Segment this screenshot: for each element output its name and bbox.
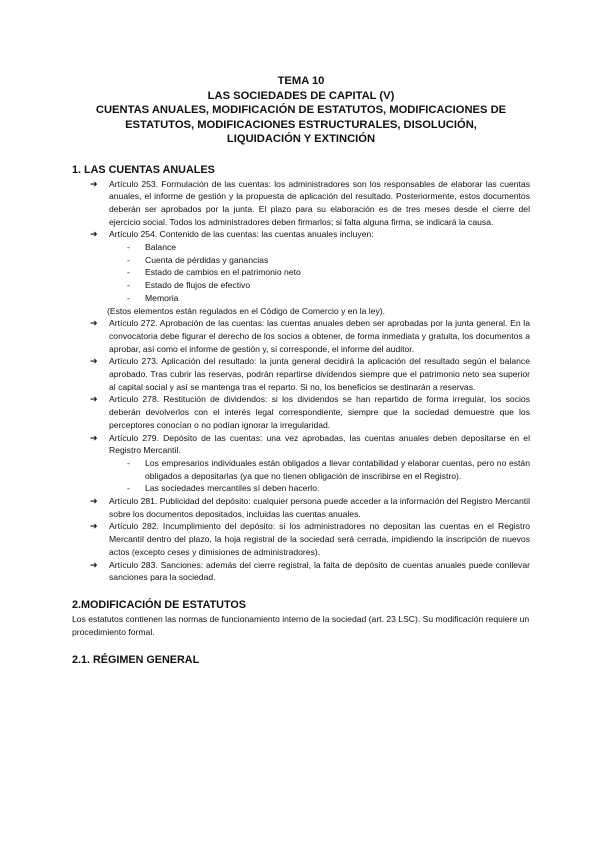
title-line-1: TEMA 10 (277, 75, 325, 87)
section-2-heading: 2.MODIFICACIÓN DE ESTATUTOS (72, 599, 246, 611)
sublist-item-text: Los empresarios individuales están obligados a llevar contabilidad y elaborar cuentas, pero no están obligados a depositarlas (ya que no tienen obligación de inscribirse en el Registro). (145, 457, 530, 481)
article-272 (72, 317, 530, 355)
article-278-text: Artículo 278. Restitución de dividendos: si los dividendos se han repartido de forma irregular, los socios deberán devolverlos con el interés legal correspondiente, siempre que la sociedad demuestre que los perceptores conocían o no podían ignorar la irregularidad. (109, 394, 530, 430)
section-2-1-heading: 2.1. RÉGIMEN GENERAL (72, 654, 200, 667)
article-254-note: (Estos elementos están regulados en el Código de Comercio y en la ley). (107, 305, 386, 316)
title-line-2: LAS SOCIEDADES DE CAPITAL (V) (207, 89, 395, 102)
article-279 (72, 432, 530, 496)
dash-bullet: - (127, 457, 130, 468)
article-254-text: Artículo 254. Contenido de las cuentas: las cuentas anuales incluyen: (109, 229, 374, 240)
arrow-bullet-icon: ➔ (90, 559, 98, 570)
article-273-text: Artículo 273. Aplicación del resultado: la junta general decidirá la aplicación del resultado según el balance aprobado. Tras cubrir las reservas, podrán repartirse dividendos siempre que el patrimonio neto sea superior al capital social y así se mantenga tras el reparto. Si no, los beneficios se destinarán a reservas. (109, 356, 530, 392)
sublist-item (72, 457, 530, 482)
title-line-4: ESTATUTOS, MODIFICACIONES ESTRUCTURALES, DISOLUCIÓN, (125, 118, 477, 131)
arrow-bullet-icon: ➔ (90, 229, 98, 240)
arrow-bullet-icon: ➔ (90, 318, 98, 329)
article-279-text: Artículo 279. Depósito de las cuentas: una vez aprobadas, las cuentas anuales deben depositarse en el Registro Mercantil. (109, 432, 530, 456)
arrow-bullet-icon: ➔ (90, 356, 98, 367)
dash-bullet: - (127, 254, 130, 265)
sublist-item (72, 292, 530, 305)
article-283 (72, 559, 530, 584)
sublist-item-text: Memoria (145, 292, 179, 303)
article-254 (72, 228, 530, 304)
articles-list (72, 178, 530, 305)
sublist-item-text: Las sociedades mercantiles sí deben hacerlo. (145, 483, 320, 494)
article-281-text: Artículo 281. Publicidad del depósito: cualquier persona puede acceder a la información del Registro Mercantil sobre los documentos depositados, incluidas las cuentas anuales. (109, 496, 530, 519)
sublist-item (72, 266, 530, 279)
sublist-item (72, 482, 530, 495)
sublist-item-text: Estado de cambios en el patrimonio neto (145, 267, 301, 278)
dash-bullet: - (127, 292, 130, 303)
dash-bullet: - (127, 280, 130, 291)
article-281 (72, 495, 530, 520)
title-line-3: CUENTAS ANUALES, MODIFICACIÓN DE ESTATUTOS, MODIFICACIONES DE (95, 104, 507, 116)
sublist-item (72, 279, 530, 292)
article-283-text: Artículo 283. Sanciones: además del cierre registral, la falta de depósito de cuentas anuales puede conllevar sanciones para la sociedad. (109, 559, 530, 583)
sublist-item (72, 241, 530, 254)
sublist-item-text: Cuenta de pérdidas y ganancias (145, 254, 269, 265)
article-282-text: Artículo 282. Incumplimiento del depósito: si los administradores no depositan las cuentas en el Registro Mercantil dentro del plazo, la hoja registral de la sociedad será cerrada, impidiendo la inscripción de nuevos actos (excepto ceses y dimisiones de administradores). (109, 521, 530, 557)
article-253 (72, 178, 530, 229)
sublist-item (72, 254, 530, 267)
article-254-sublist (109, 241, 530, 305)
article-253-text: Artículo 253. Formulación de las cuentas: los administradores son los responsables de elaborar las cuentas anuales, el informe de gestión y la propuesta de aplicación del resultado. Posteriormente, estos documentos deberán ser aprobados por la junta. El plazo para su elaboración es de tres meses desde el cierre del ejercicio social. Todos los administradores deben firmarlos; si falta alguna firma, se indicará la causa. (109, 178, 530, 227)
arrow-bullet-icon: ➔ (90, 432, 98, 443)
dash-bullet: - (127, 267, 130, 278)
arrow-bullet-icon: ➔ (90, 394, 98, 405)
title-line-5: LIQUIDACIÓN Y EXTINCIÓN (226, 133, 376, 145)
document-title (72, 74, 530, 147)
arrow-bullet-icon: ➔ (90, 496, 98, 507)
section-1-heading: 1. LAS CUENTAS ANUALES (72, 163, 215, 176)
articles-list-continued (72, 317, 530, 584)
dash-bullet: - (127, 242, 130, 253)
dash-bullet: - (127, 483, 130, 494)
article-282 (72, 520, 530, 558)
section-2-text: Los estatutos contienen las normas de funcionamiento interno de la sociedad (art. 23 LSC). Su modificación requiere un procedimiento formal. (72, 614, 530, 637)
article-279-sublist (109, 457, 530, 495)
article-272-text: Artículo 272. Aprobación de las cuentas: las cuentas anuales deben ser aprobadas por la junta general. En la convocatoria debe figurar el derecho de los socios a obtener, de forma inmediata y gratuita, los documentos a aprobar, así como el informe de gestión y, si corresponde, el informe del auditor. (109, 318, 530, 354)
arrow-bullet-icon: ➔ (90, 178, 98, 189)
article-273 (72, 355, 530, 393)
arrow-bullet-icon: ➔ (90, 521, 98, 532)
sublist-item-text: Estado de flujos de efectivo (145, 280, 251, 291)
sublist-item-text: Balance (145, 242, 177, 253)
article-278 (72, 393, 530, 431)
